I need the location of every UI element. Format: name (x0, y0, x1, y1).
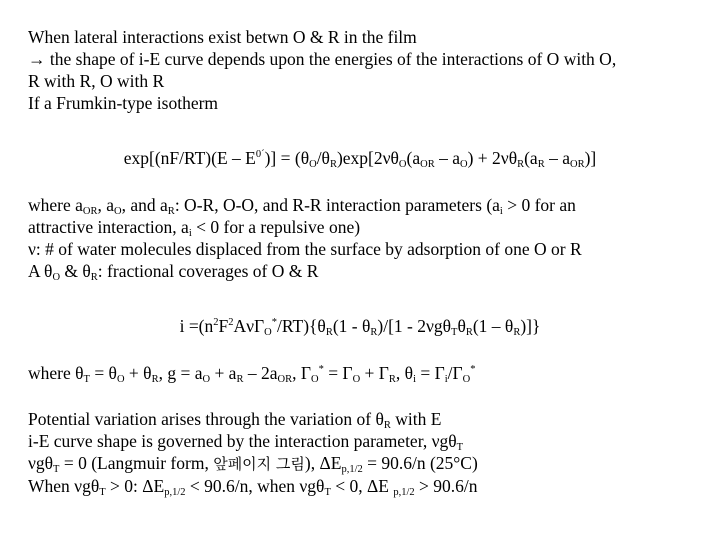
params-line-2: attractive interaction, $a_i < 0$ for a repulsive one) (28, 217, 361, 239)
current-equation: $i =(n^2F^2A\nu\Gamma_O^*/RT)\{\theta_R(1 - \theta_R)/[1 - 2\nu g\theta_T\theta_R(1 - \theta_R)]\}$ (179, 316, 541, 338)
potential-line-3: νgθ$_T$ = 0 (Langmuir form, 앞페이지 그림), $\Delta E_{p,1/2} = 90.6/n$ (25°C) (28, 453, 478, 475)
intro-line-2: → the shape of i-E curve depends upon the energies of the interactions of O with O, (28, 49, 617, 69)
intro-line-3: R with R, O with R (28, 71, 165, 91)
definitions-line: where $\theta_T = \theta_O + \theta_R$, $g = a_O + a_R - 2a_{OR}$, $\Gamma_O^* = \Gamma_O + \Gamma_R$, $\theta_i = \Gamma_i/\Gamma_O^*$ (28, 363, 476, 385)
intro-block (28, 26, 708, 114)
potential-line-2: i-E curve shape is governed by the interaction parameter, νgθ$_T$ (28, 431, 464, 453)
intro-line-4: If a Frumkin-type isotherm (28, 93, 219, 113)
params-line-1: where $a_{OR}$, $a_O$, and $a_R$: O-R, O-O, and R-R interaction parameters ($a_i > 0$ for an (28, 195, 576, 217)
potential-block (28, 408, 708, 497)
intro-line-1: When lateral interactions exist betwn O & R in the film (28, 27, 417, 47)
parameters-block (28, 194, 708, 282)
potential-line-1: Potential variation arises through the variation of $\theta_R$ with E (28, 409, 442, 431)
params-line-3: ν: # of water molecules displaced from the surface by adsorption of one O or R (28, 239, 582, 259)
frumkin-equation: $\exp[(nF/RT)(E - E^{0´})] = (\theta_O/\theta_R)\exp[2\nu\theta_O(a_{OR} - a_O) + 2\nu\theta_R(a_R - a_{OR})]$ (123, 148, 597, 170)
potential-line-4: When νgθ$_T$ > 0: $\Delta E_{p,1/2} < 90.6/n$, when νgθ$_T$ < 0, ΔE $_{p,1/2}$ > 90.6/n (28, 476, 478, 498)
params-line-4: A $\theta_O$ & $\theta_R$: fractional coverages of O & R (28, 261, 319, 283)
